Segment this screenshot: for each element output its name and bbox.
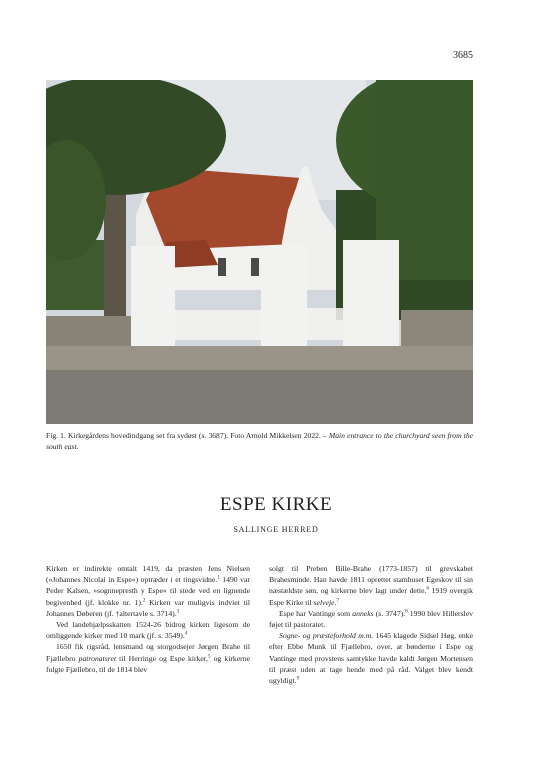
caption-english: Main entrance to the churchyard seen from the south east. [46, 431, 473, 451]
body-text: 1645 klagede Sidsel Høg, enke efter Ebbe Munk til Fjællebro, over, at bønderne i Espe og Vantinge med provstens samtykke havde kaldt Jørgen Mortensen til præst uden at tage hende med på råd. Valget blev kendt ugyldigt. [269, 631, 474, 686]
page-number: 3685 [453, 50, 473, 61]
footnote-marker: 7 [336, 598, 339, 604]
caption-danish: Fig. 1. Kirkegårdens hovedindgang set fra sydøst (s. 3687). Foto Arnold Mikkelsen 2022. – [46, 431, 327, 440]
body-text: 1490 var Peder Kalsen, »sognnepresth y Espe« til stede ved en lignende begivenhed (jf. klokke nr. 1). [46, 575, 250, 607]
paragraph [46, 619, 250, 641]
footnote-marker: 9 [296, 676, 300, 682]
church-title: ESPE KIRKE [219, 494, 333, 515]
body-text: 1919 overgik Espe Kirke til [269, 586, 473, 607]
body-text: 1990 blev Hillerslev føjet til pastoratet. [269, 608, 473, 630]
footnote-marker: 2 [142, 598, 146, 604]
text-column-left [46, 563, 250, 675]
body-text: Ved landehjælpsskatten 1524-26 bidrog kirken ligesom de omliggende kirker med 10 mark (jf. s. 3549). [46, 620, 250, 641]
body-text: Espe har Vantinge som [279, 608, 353, 618]
italic-term: patronatsret [78, 653, 117, 663]
district-subtitle: SALLINGE HERRED [233, 525, 319, 534]
footnote-marker: 4 [184, 631, 188, 637]
figure-caption [46, 430, 473, 452]
footnote-marker: 1 [217, 575, 220, 581]
church-gate-photo [46, 80, 473, 424]
paragraph [269, 608, 473, 630]
paragraph [269, 563, 473, 608]
italic-term: selveje [313, 597, 335, 607]
body-text: (s. 3747). [373, 608, 406, 618]
body-text: Kirken er indirekte omtalt 1419, da præsten Jens Nielsen (»Johannes Nicolai in Espe«) optræder i et tingsvidne. [46, 564, 250, 585]
body-text: og kirkerne fulgte Fjællebro, til de 1814 blev [46, 653, 250, 674]
body-text: Kirken var muligvis indviet til Johannes Døberen (jf. †altertavle s. 3714). [46, 597, 250, 618]
paragraph [46, 563, 250, 619]
italic-term: Sogne- og præsteforhold m.m. [279, 631, 374, 641]
paragraph [269, 630, 473, 686]
body-text: 1650 fik rigsråd, lensmand og storgodsejer Jørgen Brahe til Fjællebro [46, 642, 250, 663]
paragraph [46, 641, 250, 675]
body-text: . [334, 597, 337, 607]
body-text: til Herringe og Espe kirker, [116, 653, 208, 663]
footnote-marker: 3 [176, 609, 180, 615]
footnote-marker: 6 [426, 586, 429, 592]
text-column-right [269, 563, 473, 686]
footnote-marker: 5 [207, 654, 211, 660]
body-text: solgt til Preben Bille-Brahe (1773-1857) til grevskabet Brahesminde. Han havde 1811 oprettet stamhuset Egeskov til sin næstældste søn, og kirkerne blev lagt under dette. [269, 564, 473, 596]
footnote-marker: 8 [405, 609, 408, 615]
italic-term: anneks [352, 608, 374, 618]
